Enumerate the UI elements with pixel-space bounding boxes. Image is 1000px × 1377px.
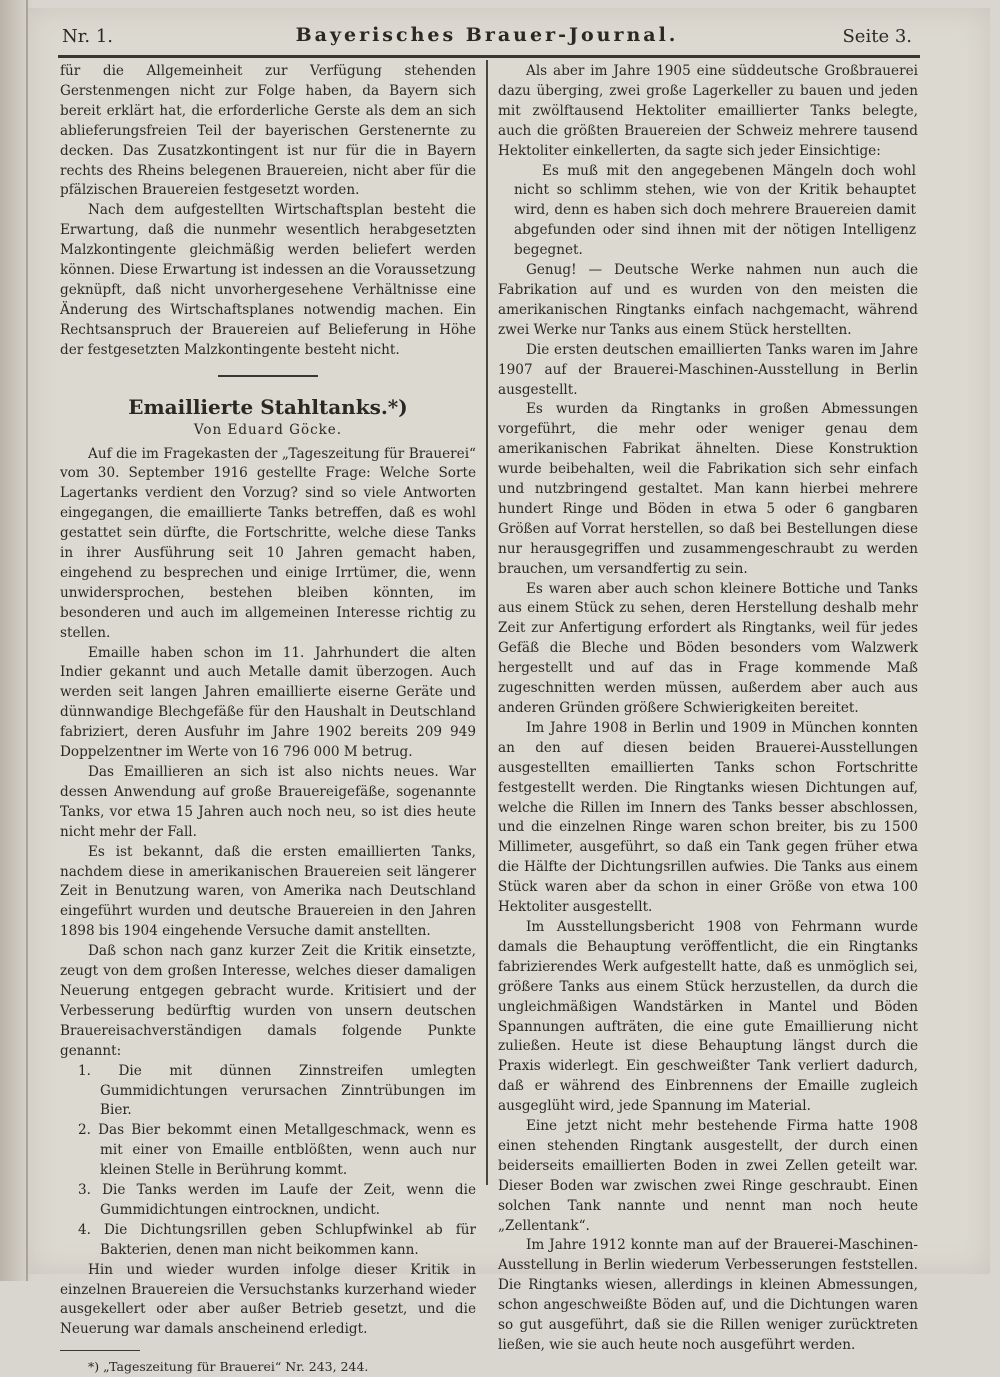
paragraph: Es waren aber auch schon kleinere Bottiche und Tanks aus einem Stück zu sehen, deren Herstellung deshalb mehr Zeit zur Anfertigung erfordert als Ringtanks, weil für jedes Gefäß die Bleche und Böden besonders vom Walzwerk hergestellt und auf das in Frage kommende Maß zugeschnitten werden müssen, außerdem aber auch aus anderen Gründen größere Schwierigkeiten bereitet. (498, 580, 918, 716)
paragraph: Emaille haben schon im 11. Jahrhundert die alten Indier gekannt und auch Metalle damit überzogen. Auch werden seit langen Jahren emaillierte eiserne Geräte und dünnwandige Blechgefäße für den Haushalt in Deutschland fabriziert, deren Ausfuhr im Jahre 1902 bereits 209 949 Doppelzentner im Werte von 16 796 000 M betrug. (60, 644, 476, 761)
right-column (498, 62, 918, 1356)
paragraph: Die ersten deutschen emaillierten Tanks waren im Jahre 1907 auf der Brauerei-Maschinen-Ausstellung in Berlin ausgestellt. (498, 341, 918, 398)
paragraph: Im Jahre 1912 konnte man auf der Brauerei-Maschinen-Ausstellung in Berlin wiederum Verbesserungen feststellen. Die Ringtanks wiesen, allerdings in kleinen Abmessungen, schon angeschweißte Böden auf, und die Dichtungen waren so gut ausgeführt, daß sie die Rillen weniger zurücktreten ließen, wie sie auch heute noch ausgeführt werden. (498, 1237, 918, 1353)
paragraph: Nach dem aufgestellten Wirtschaftsplan besteht die Erwartung, daß die nunmehr wesentlich herabgesetzten Malzkontingente gleichmäßig werden beliefert werden können. Diese Erwartung ist indessen an die Voraussetzung geknüpft, daß nicht unvorhergesehene Verhältnisse eine Änderung des Wirtschaftsplanes notwendig machen. Ein Rechtsanspruch der Brauereien auf Belieferung in Höhe der festgesetzten Malzkontingente besteht nicht. (60, 202, 476, 358)
journal-title: Bayerisches Brauer-Journal. (295, 24, 679, 46)
paragraph: Eine jetzt nicht mehr bestehende Firma hatte 1908 einen stehenden Ringtank ausgestellt, der durch einen beiderseits emaillierten Boden in zwei Zellen geteilt war. Dieser Boden war zwischen zwei Ringe geschraubt. Einen solchen Tank nannte und nennt man noch heute „Zellentank“. (498, 1118, 918, 1234)
paragraph: Es wurden da Ringtanks in großen Abmessungen vorgeführt, die mehr oder weniger genau dem amerikanischen Fabrikat ähnelten. Diese Konstruktion wurde beibehalten, weil die Fabrikation sich sehr einfach und nutzbringend gestaltet. Man kann hierbei mehrere hundert Ringe und Böden in etwa 5 oder 6 gangbaren Größen auf Vorrat herstellen, so daß bei Bestellungen diese nur herausgegriffen und zusammengeschraubt zu werden brauchen, um versandfertig zu sein. (498, 401, 918, 577)
section-divider (218, 375, 318, 377)
list-item: 3. Die Tanks werden im Laufe der Zeit, wenn die Gummidichtungen eintrocknen, undicht. (78, 1182, 476, 1218)
column-divider (486, 60, 488, 1185)
list-item: 1. Die mit dünnen Zinnstreifen umlegten Gummidichtungen verursachen Zinntrübungen im Bier. (78, 1062, 476, 1119)
list-item: 2. Das Bier bekommt einen Metallgeschmack, wenn es mit einer von Emaille entblößten, wenn auch nur kleinen Stelle in Berührung kommt. (78, 1122, 476, 1179)
paragraph: Als aber im Jahre 1905 eine süddeutsche Großbrauerei dazu überging, zwei große Lagerkeller zu bauen und jeden mit zwölftausend Hektoliter emaillierter Tanks belegte, auch die größten Brauereien der Schweiz mehrere tausend Hektoliter einkellerten, da sagte sich jeder Einsichtige: (498, 63, 918, 159)
paragraph: Das Emaillieren an sich ist also nichts neues. War dessen Anwendung auf große Brauereigefäße, sogenannte Tanks, vor etwa 15 Jahren auch noch neu, so ist dies heute nicht mehr der Fall. (60, 764, 476, 840)
page-header (62, 22, 912, 54)
list-item: 4. Die Dichtungsrillen geben Schlupfwinkel ab für Bakterien, denen man nicht beikommen kann. (78, 1221, 476, 1258)
left-column (60, 62, 476, 1377)
paragraph: Auf die im Fragekasten der „Tageszeitung für Brauerei“ vom 30. September 1916 gestellte Frage: Welche Sorte Lagertanks verdient den Vorzug? sind so viele Antworten eingegangen, die emaillierte Tanks betreffen, daß es wohl gestattet sein dürfte, die Fortschritte, welche diese Tanks in ihrer Ausführung seit 10 Jahren gemacht haben, eingehend zu besprechen und einige Irrtümer, die, wenn unwidersprochen, bestehen bleiben könnten, im besonderen und auch im allgemeinen Interesse richtig zu stellen. (60, 445, 476, 641)
issue-number: Nr. 1. (62, 26, 113, 47)
quotation: Es muß mit den angegebenen Mängeln doch wohl nicht so schlimm stehen, wie von der Kritik behauptet wird, denn es haben sich doch mehrere Brauereien damit abgefunden oder sind ihnen mit der nötigen Intelligenz begegnet. (514, 162, 916, 259)
paragraph: Hin und wieder wurden infolge dieser Kritik in einzelnen Brauereien die Versuchstanks kurzerhand wieder ausgekellert oder aber außer Betrieb gesetzt, und die Neuerung war damals anscheinend erledigt. (60, 1261, 476, 1338)
footnote: *) „Tageszeitung für Brauerei“ Nr. 243, 244. (88, 1359, 369, 1375)
paragraph: Daß schon nach ganz kurzer Zeit die Kritik einsetzte, zeugt von dem großen Interesse, welches dieser damaligen Neuerung entgegen gebracht wurde. Kritisiert und der Verbesserung bedürftig wurden von unsern deutschen Brauereisachverständigen damals folgende Punkte genannt: (60, 943, 476, 1059)
paragraph: Es ist bekannt, daß die ersten emaillierten Tanks, nachdem diese in amerikanischen Brauereien seit längerer Zeit in Benutzung waren, von Amerika nach Deutschland eingeführt wurden und deutsche Brauereien in den Jahren 1898 bis 1904 eingehende Versuche damit anstellten. (60, 843, 476, 940)
paragraph: für die Allgemeinheit zur Verfügung stehenden Gerstenmengen nicht zur Folge haben, da Bayern sich bereit erklärt hat, die erforderliche Gerste als dem an sich ablieferungsfreien Teil der bayerischen Gerstenernte zu decken. Das Zusatzkontingent ist nur für die in Bayern rechts des Rheins belegenen Brauereien, nicht aber für die pfälzischen Brauereien festgesetzt worden. (60, 63, 476, 199)
paragraph: Im Jahre 1908 in Berlin und 1909 in München konnten an den auf diesen beiden Brauerei-Ausstellungen ausgestellten emaillierten Tanks schon Fortschritte festgestellt werden. Die Ringtanks wiesen Dichtungen auf, welche die Rillen im Innern des Tanks besser abschlossen, und die einzelnen Ringe waren schon breiter, bis zu 1500 Millimeter, ausgeführt, so daß ein Tank gegen früher etwa die Hälfte der Dichtungsrillen aufwies. Die Tanks aus einem Stück waren aber da schon in einer Größe von etwa 100 Hektoliter ausgestellt. (498, 719, 918, 916)
paragraph: Im Ausstellungsbericht 1908 von Fehrmann wurde damals die Behauptung veröffentlicht, die ein Ringtanks fabrizierendes Werk aufgestellt hatte, daß es unmöglich sei, größere Tanks aus einem Stück herzustellen, da durch die ungleichmäßigen Wandstärken in Mantel und Böden Spannungen aufträten, die eine gute Emaillierung nicht zuließen. Heute ist diese Behauptung längst durch die Praxis widerlegt. Ein geschweißter Tank verliert dadurch, daß er während des Einbrennens der Emaille zugleich ausgeglüht wird, jede Spannung im Material. (498, 918, 918, 1115)
header-rule (58, 55, 920, 58)
article-author: Von Eduard Göcke. (193, 421, 343, 438)
page-number: Seite 3. (842, 26, 912, 47)
footnote-rule (60, 1350, 140, 1351)
paragraph: Genug! — Deutsche Werke nahmen nun auch die Fabrikation auf und es wurden von den meisten die amerikanischen Ringtanks einfach nachgemacht, während zwei Werke nur Tanks aus einem Stück herstellten. (498, 262, 918, 338)
article-title: Emaillierte Stahltanks.*) (128, 394, 408, 419)
